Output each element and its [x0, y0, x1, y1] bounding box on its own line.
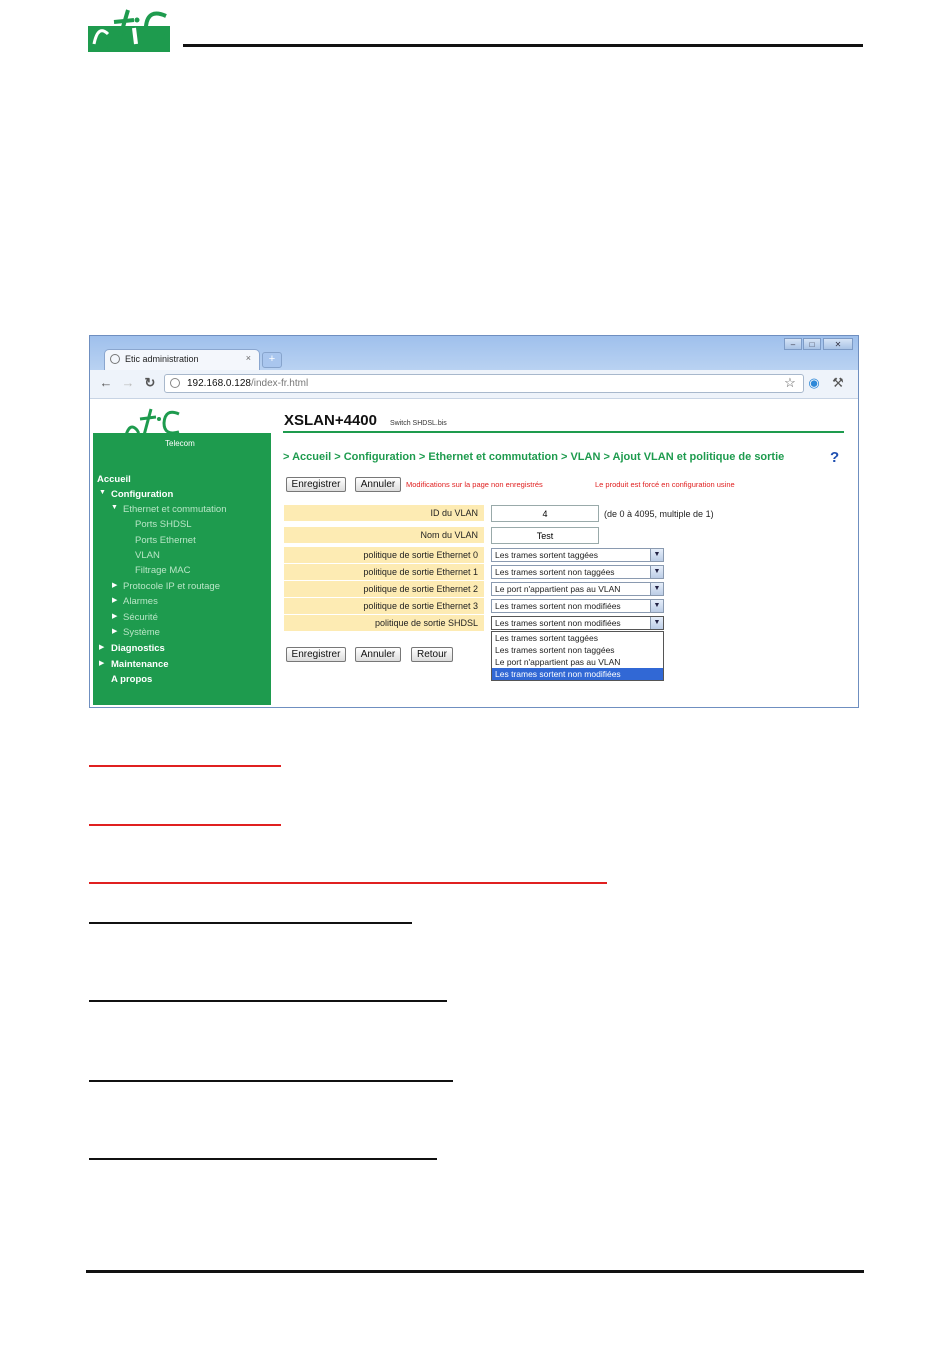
- sidebar-item-ports-shdsl[interactable]: Ports SHDSL: [135, 519, 192, 530]
- cancel-button[interactable]: Annuler: [355, 647, 401, 662]
- sidebar-item-configuration[interactable]: Configuration: [111, 489, 174, 500]
- back-button[interactable]: Retour: [411, 647, 453, 662]
- sidebar-item-alarmes[interactable]: Alarmes: [123, 596, 158, 607]
- sidebar-item-systeme[interactable]: Système: [123, 627, 160, 638]
- address-bar[interactable]: [164, 374, 804, 393]
- sidebar-item-vlan[interactable]: VLAN: [135, 550, 160, 561]
- black-underline: [89, 1080, 453, 1082]
- minimize-button[interactable]: –: [784, 338, 802, 350]
- policy-eth0-label: politique de sortie Ethernet 0: [284, 547, 484, 563]
- factory-warning: Le produit est forcé en configuration usine: [595, 480, 735, 489]
- expanded-arrow-icon: ▼: [99, 489, 106, 496]
- black-underline: [89, 922, 412, 924]
- sidebar-item-protocole-ip[interactable]: Protocole IP et routage: [123, 581, 220, 592]
- sidebar-item-a-propos[interactable]: A propos: [111, 674, 153, 685]
- save-button[interactable]: Enregistrer: [286, 477, 346, 492]
- collapsed-arrow-icon: ▶: [112, 582, 118, 589]
- reload-icon[interactable]: ↻: [144, 375, 156, 390]
- browser-titlebar: [90, 336, 858, 370]
- vlan-name-input[interactable]: Test: [491, 527, 599, 544]
- dropdown-option[interactable]: Les trames sortent non taggées: [495, 645, 615, 655]
- policy-eth2-value: Le port n'appartient pas au VLAN: [495, 584, 621, 594]
- wrench-icon[interactable]: ⚒: [832, 375, 844, 390]
- forward-icon[interactable]: →: [121, 375, 135, 390]
- sidebar-item-accueil[interactable]: Accueil: [97, 474, 131, 485]
- page-icon: [110, 354, 120, 364]
- collapsed-arrow-icon: ▶: [112, 628, 118, 635]
- help-icon[interactable]: ?: [830, 449, 840, 466]
- maximize-button[interactable]: □: [803, 338, 821, 350]
- vlan-id-label: ID du VLAN: [284, 505, 484, 521]
- cancel-button[interactable]: Annuler: [355, 477, 401, 492]
- unsaved-warning: Modifications sur la page non enregistrés: [406, 480, 543, 489]
- black-underline: [89, 1158, 437, 1160]
- policy-eth2-label: politique de sortie Ethernet 2: [284, 581, 484, 597]
- sidebar-item-ports-ethernet[interactable]: Ports Ethernet: [135, 535, 196, 546]
- vlan-id-input[interactable]: 4: [491, 505, 599, 522]
- logo-subtitle: Telecom: [165, 439, 195, 448]
- new-tab-button[interactable]: +: [262, 352, 282, 368]
- chevron-down-icon: ▼: [650, 583, 663, 595]
- policy-shdsl-value: Les trames sortent non modifiées: [495, 618, 621, 628]
- red-underline: [89, 882, 607, 884]
- sidebar-logo-area: [93, 399, 271, 457]
- sidebar: [93, 399, 271, 705]
- collapsed-arrow-icon: ▶: [112, 613, 118, 620]
- policy-eth3-value: Les trames sortent non modifiées: [495, 601, 621, 611]
- red-underline: [89, 824, 281, 826]
- sidebar-item-filtrage-mac[interactable]: Filtrage MAC: [135, 565, 191, 576]
- header-rule: [183, 44, 863, 47]
- tab-close-icon[interactable]: ×: [245, 353, 251, 363]
- policy-eth0-value: Les trames sortent taggées: [495, 550, 599, 560]
- browser-window: [89, 335, 859, 708]
- sidebar-item-maintenance[interactable]: Maintenance: [111, 659, 169, 670]
- bookmark-star-icon[interactable]: ☆: [784, 375, 796, 390]
- dropdown-option[interactable]: Les trames sortent taggées: [495, 633, 599, 643]
- save-button[interactable]: Enregistrer: [286, 647, 346, 662]
- policy-eth1-label: politique de sortie Ethernet 1: [284, 564, 484, 580]
- chevron-down-icon: ▼: [650, 617, 663, 629]
- sidebar-item-ethernet[interactable]: Ethernet et commutation: [123, 504, 227, 515]
- policy-dropdown-list: [491, 631, 664, 681]
- chevron-down-icon: ▼: [650, 600, 663, 612]
- url-host: 192.168.0.128: [187, 378, 251, 389]
- policy-shdsl-label: politique de sortie SHDSL: [284, 615, 484, 631]
- title-rule: [283, 431, 844, 433]
- collapsed-arrow-icon: ▶: [99, 644, 105, 651]
- policy-eth1-value: Les trames sortent non taggées: [495, 567, 615, 577]
- browser-toolbar: [90, 370, 858, 399]
- red-underline: [89, 765, 281, 767]
- etic-logo: [88, 4, 170, 52]
- dropdown-option-selected[interactable]: Les trames sortent non modifiées: [492, 668, 663, 680]
- page-icon: [170, 378, 180, 388]
- policy-eth0-select[interactable]: [491, 548, 664, 562]
- chevron-down-icon: ▼: [650, 566, 663, 578]
- vlan-name-label: Nom du VLAN: [284, 527, 484, 543]
- chevron-down-icon: ▼: [650, 549, 663, 561]
- page-title: XSLAN+4400: [284, 412, 377, 429]
- breadcrumb[interactable]: > Accueil > Configuration > Ethernet et commutation > VLAN > Ajout VLAN et politique de sortie: [283, 451, 785, 463]
- sidebar-item-securite[interactable]: Sécurité: [123, 612, 158, 623]
- policy-eth2-select[interactable]: [491, 582, 664, 596]
- collapsed-arrow-icon: ▶: [99, 660, 105, 667]
- sidebar-item-diagnostics[interactable]: Diagnostics: [111, 643, 165, 654]
- black-underline: [89, 1000, 447, 1002]
- back-icon[interactable]: ←: [99, 375, 113, 390]
- dropdown-option[interactable]: Le port n'appartient pas au VLAN: [495, 657, 621, 667]
- extension-icon[interactable]: ◉: [808, 375, 820, 390]
- policy-eth3-select[interactable]: [491, 599, 664, 613]
- collapsed-arrow-icon: ▶: [112, 597, 118, 604]
- footer-rule: [86, 1270, 864, 1273]
- page-subtitle: Switch SHDSL.bis: [390, 420, 447, 427]
- expanded-arrow-icon: ▼: [111, 504, 118, 511]
- url-path: /index-fr.html: [250, 378, 309, 389]
- tab-title: Etic administration: [125, 354, 199, 364]
- policy-eth3-label: politique de sortie Ethernet 3: [284, 598, 484, 614]
- browser-tab[interactable]: [104, 349, 260, 370]
- close-window-button[interactable]: ✕: [823, 338, 853, 350]
- policy-eth1-select[interactable]: [491, 565, 664, 579]
- policy-shdsl-select[interactable]: [491, 616, 664, 630]
- vlan-id-hint: (de 0 à 4095, multiple de 1): [604, 509, 714, 519]
